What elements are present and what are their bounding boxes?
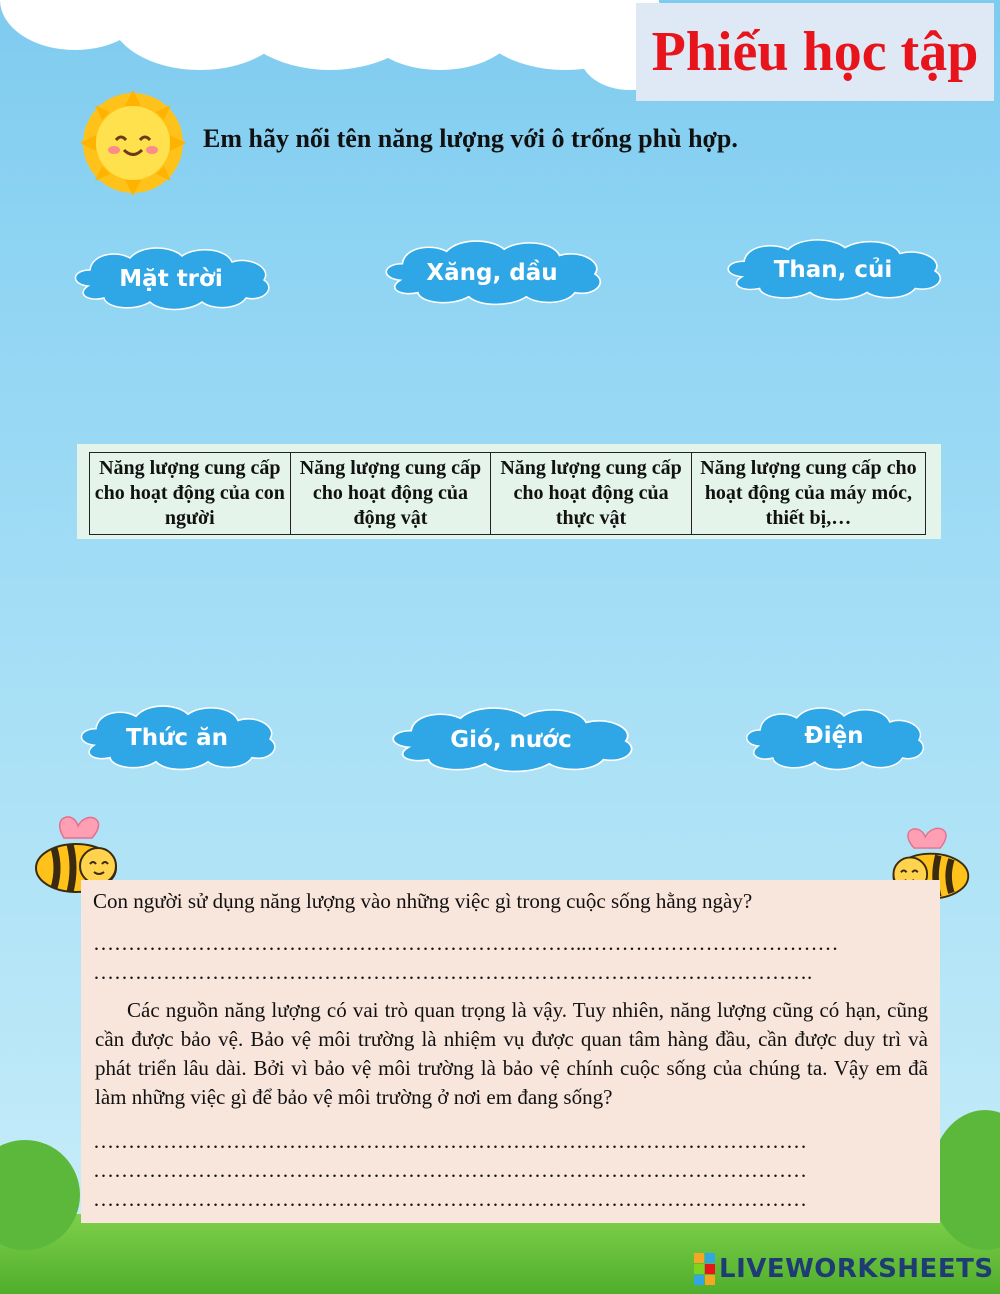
target-label: Năng lượng cung cấp cho hoạt động của thực vật [500, 457, 682, 529]
energy-card-label: Gió, nước [450, 727, 572, 753]
energy-card-label: Thức ăn [126, 725, 228, 751]
energy-card-label: Điện [804, 723, 864, 749]
answer-line-4[interactable]: ………………………………………………………………………………………… [93, 1158, 807, 1182]
target-label: Năng lượng cung cấp cho hoạt động của con người [94, 457, 285, 529]
drop-target-thuc-vat[interactable] [491, 453, 692, 535]
answer-line-2[interactable]: …………………………………………………………………………………………. [93, 960, 813, 984]
question-1: Con người sử dụng năng lượng vào những việc gì trong cuộc sống hằng ngày? [93, 889, 753, 913]
answer-line-1[interactable]: ……………………………………………………………..……………………………… [93, 931, 839, 955]
liveworksheets-brand: LIVEWORKSHEETS [719, 1254, 994, 1284]
target-table-container [77, 444, 941, 539]
energy-card-than-cui[interactable] [720, 238, 946, 302]
liveworksheets-logo [694, 1253, 994, 1285]
page-title: Phiếu học tập [651, 21, 979, 83]
energy-card-dien[interactable] [740, 706, 928, 772]
target-table [89, 452, 926, 535]
energy-card-label: Xăng, dầu [426, 260, 558, 286]
target-label: Năng lượng cung cấp cho hoạt động của động vật [299, 457, 482, 529]
energy-card-mat-troi[interactable] [68, 246, 274, 312]
drop-target-dong-vat[interactable] [290, 453, 491, 535]
energy-card-label: Mặt trời [119, 266, 223, 292]
energy-card-xang-dau[interactable] [378, 239, 606, 307]
target-label: Năng lượng cung cấp cho hoạt động của máy móc, thiết bị,… [700, 457, 917, 529]
drop-target-may-moc[interactable] [691, 453, 925, 535]
sun-icon [78, 88, 188, 198]
question-2-paragraph: Các nguồn năng lượng có vai trò quan trọng là vậy. Tuy nhiên, năng lượng cũng có hạn, cũng cần được bảo vệ. Bảo vệ môi trường là nhiệm vụ được quan tâm hàng đầu, cần được duy trì và phát triển lâu dài. Bởi vì bảo vệ môi trường là bảo vệ chính cuộc sống của chúng ta. Vậy em đã làm những việc gì để bảo vệ môi trường ở nơi em đang sống? [95, 998, 928, 1109]
instruction-text: Em hãy nối tên năng lượng với ô trống phù hợp. [203, 124, 738, 153]
title-box [636, 3, 994, 101]
answer-line-3[interactable]: ………………………………………………………………………………………… [93, 1129, 807, 1153]
energy-card-label: Than, củi [773, 257, 893, 283]
liveworksheets-mark-icon [694, 1253, 715, 1285]
energy-card-gio-nuoc[interactable] [384, 706, 638, 774]
drop-target-con-nguoi[interactable] [90, 453, 291, 535]
answer-line-5[interactable]: ………………………………………………………………………………………… [93, 1187, 807, 1211]
energy-card-thuc-an[interactable] [74, 704, 280, 772]
question-box [81, 880, 940, 1223]
